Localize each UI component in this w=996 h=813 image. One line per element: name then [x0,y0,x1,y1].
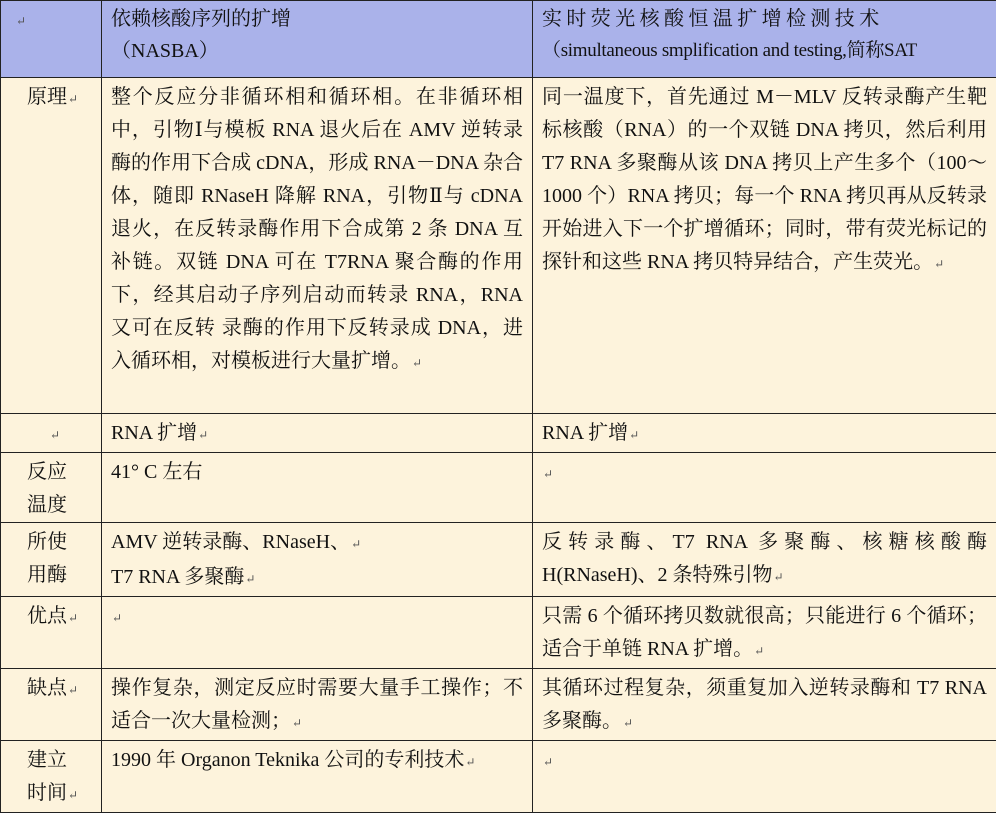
sat-temperature-cell [533,453,996,523]
paragraph-mark-icon: ↵ [68,611,78,625]
sat-advantages-text: 只需 6 个循环拷贝数就很高；只能进行 6 个循环；适合于单链 RNA 扩增。 [542,605,987,660]
paragraph-mark-icon: ↵ [198,428,208,442]
paragraph-mark-icon: ↵ [774,570,784,584]
label-temperature: 反应 温度 [1,453,102,523]
nasba-enzymes-line1: AMV 逆转录酶、RNaseH、 [111,531,350,553]
label-enzymes: 所使 用酶 [1,523,102,597]
nasba-enzymes-cell [102,523,533,597]
sat-enzymes-cell [533,523,996,597]
nasba-principle-text: 整个反应分非循环相和循环相。在非循环相中，引物Ⅰ与模板 RNA 退火后在 AMV 逆转录酶的作用下合成 cDNA，形成 RNA－DNA 杂合体，随即 RNaseH 降解 RNA，引物Ⅱ与 cDNA 退火，在反转录酶作用下合成第 2 条 DNA 互补链。双链 DNA 可在 T7RNA 聚合酶的作用下，经其启动子序列启动而转录 RNA，RNA 又可在反转 录酶的作用下反转录成 DNA，进入循环相，对模板进行大量扩增。 [111,86,523,372]
paragraph-mark-icon: ↵ [412,356,422,370]
nasba-advantages-cell [102,597,533,669]
nasba-temperature-text: 41° C 左右 [111,461,202,483]
row-disadvantages [1,669,996,741]
paragraph-mark-icon: ↵ [245,572,255,586]
header-nasba-abbrev: （NASBA） [111,35,523,67]
label-disadvantages: 缺点↵ [1,669,102,741]
row-temperature [1,453,996,523]
sat-disadvantages-text: 其循环过程复杂，须重复加入逆转录酶和 T7 RNA 多聚酶。 [542,677,987,732]
nasba-principle-cell [102,78,533,414]
nasba-disadvantages-text: 操作复杂，测定反应时需要大量手工操作；不适合一次大量检测； [111,677,523,732]
paragraph-mark-icon: ↵ [543,467,553,481]
paragraph-mark-icon: ↵ [465,755,475,769]
header-sat-cell [533,1,996,78]
paragraph-mark-icon: ↵ [623,716,633,730]
nasba-established-text: 1990 年 Organon Teknika 公司的专利技术 [111,749,464,771]
row-principle [1,78,996,414]
sat-product-text: RNA 扩增 [542,422,628,444]
sat-principle-text: 同一温度下，首先通过 M－MLV 反转录酶产生靶标核酸（RNA）的一个双链 DNA 拷贝，然后利用 T7 RNA 多聚酶从该 DNA 拷贝上产生多个（100～1000 个）RNA 拷贝；每一个 RNA 拷贝再从反转录开始进入下一个扩增循环；同时，带有荧光标记的探针和这些 RNA 拷贝特异结合，产生荧光。 [542,86,987,273]
paragraph-mark-icon: ↵ [68,92,78,106]
sat-principle-cell [533,78,996,414]
paragraph-mark-icon: ↵ [754,644,764,658]
label-established: 建立 时间↵ [1,741,102,813]
paragraph-mark-icon: ↵ [351,537,361,551]
label-product [1,414,102,453]
header-nasba-title: 依赖核酸序列的扩增 [111,3,523,35]
nasba-established-cell [102,741,533,813]
nasba-product-text: RNA 扩增 [111,422,197,444]
label-advantages: 优点↵ [1,597,102,669]
paragraph-mark-icon: ↵ [292,716,302,730]
row-established [1,741,996,813]
sat-established-cell [533,741,996,813]
sat-product-cell [533,414,996,453]
sat-enzymes-line2: H(RNaseH)、2 条特殊引物 [542,564,773,586]
header-sat-abbrev: （simultaneous smplification and testing,简称SAT [542,35,987,67]
sat-advantages-cell [533,597,996,669]
paragraph-mark-icon: ↵ [629,428,639,442]
header-sat-title: 实 时 荧 光 核 酸 恒 温 扩 增 检 测 技 术 [542,3,987,35]
row-advantages [1,597,996,669]
row-enzymes [1,523,996,597]
paragraph-mark-icon: ↵ [68,788,78,802]
header-nasba-cell [102,1,533,78]
nasba-enzymes-line2: T7 RNA 多聚酶 [111,566,244,588]
nasba-disadvantages-cell [102,669,533,741]
paragraph-mark-icon: ↵ [112,611,122,625]
sat-enzymes-line1: 反转录酶、T7 RNA 多聚酶、核糖核酸酶 [542,531,987,553]
label-principle: 原理↵ [1,78,102,414]
paragraph-mark-icon: ↵ [543,755,553,769]
paragraph-mark-icon: ↵ [68,683,78,697]
paragraph-mark-icon: ↵ [934,257,944,271]
paragraph-mark-icon: ↵ [50,428,60,442]
header-row [1,1,996,78]
header-corner-cell [1,1,102,78]
row-product [1,414,996,453]
nasba-temperature-cell [102,453,533,523]
nasba-product-cell [102,414,533,453]
paragraph-mark-icon: ↵ [16,14,26,28]
sat-disadvantages-cell [533,669,996,741]
